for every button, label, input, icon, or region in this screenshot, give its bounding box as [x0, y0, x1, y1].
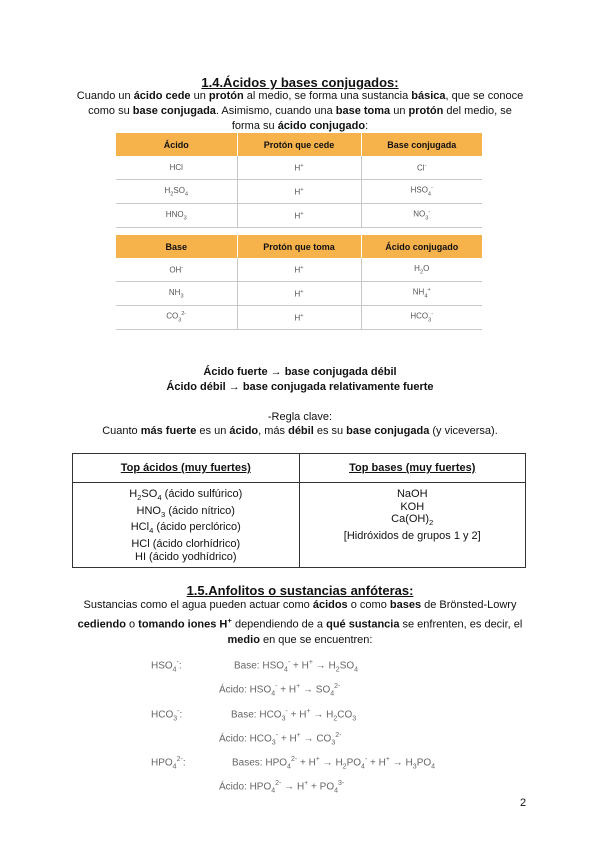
- section-heading-conjugates: 1.4.Ácidos y bases conjugados:: [201, 75, 399, 90]
- equation-species: $HCO_3^-$:: [151, 708, 183, 723]
- strong-bases-list: [299, 483, 526, 568]
- table-cell: H+: [237, 306, 361, 330]
- equation-base: Bases: $HPO_4^{2-} + H^+ \to H_2PO_4^- + H^+ \to H_3PO_4$: [232, 756, 436, 771]
- table-header-row: [73, 454, 526, 483]
- column-header: Base conjugada: [361, 133, 482, 156]
- table-header-row: [116, 133, 482, 156]
- table-row: [116, 180, 482, 204]
- text-line: Sustancias como el agua pueden actuar como ácidos o como bases de Brönsted-Lowry: [83, 599, 517, 611]
- rule-line: Ácido fuerte → base conjugada débil: [203, 366, 397, 378]
- text-line: HCl (ácido clorhídrico): [131, 538, 241, 551]
- column-header: Top ácidos (muy fuertes): [73, 454, 300, 483]
- text-line: Cuando un ácido cede un protón al medio, se forma una sustancia básica, que se conoce: [76, 90, 524, 102]
- table-cell: HCl: [116, 156, 237, 180]
- text-line: cediendo o tomando iones H+ dependiendo de a qué sustancia se enfrenten, es decir, el: [77, 616, 523, 631]
- column-header: Protón que cede: [237, 133, 361, 156]
- table-cell: $H_2O$: [361, 258, 482, 282]
- rule-line: Ácido débil → base conjugada relativamente fuerte: [166, 381, 434, 393]
- column-header: Ácido: [116, 133, 237, 156]
- text-line: HCl$_4$ (ácido perclórico): [130, 521, 241, 536]
- equation-base: Base: $HSO_4^- + H^+ \to H_2SO_4$: [234, 659, 359, 674]
- table-cell: Cl-: [361, 156, 482, 180]
- key-rule-label: -Regla clave:: [267, 411, 333, 423]
- table-cell: H+: [237, 156, 361, 180]
- table-cell: $CO_3^{2-}$: [116, 306, 237, 330]
- text-line: HI (ácido yodhídrico): [135, 550, 237, 563]
- table-row: [116, 204, 482, 228]
- text-line: [Hidróxidos de grupos 1 y 2]: [343, 529, 481, 542]
- column-header: Top bases (muy fuertes): [299, 454, 526, 483]
- base-conjugate-table: [116, 235, 482, 330]
- column-header: Protón que toma: [237, 235, 361, 258]
- table-cell: H+: [237, 180, 361, 204]
- text-line: medio en que se encuentren:: [227, 633, 373, 646]
- text-line: $Ca(OH)_2$: [391, 513, 434, 528]
- equation-acid: Ácido: $HSO_4^- + H^+ \to SO_4^{2-}$: [219, 683, 341, 698]
- text-line: NaOH: [396, 488, 428, 500]
- strong-acids-bases-table: [72, 453, 526, 568]
- table-cell: $HSO_4^-$: [361, 180, 482, 204]
- page-number: 2: [520, 797, 527, 809]
- equation-acid: Ácido: $HCO_3^- + H^+ \to CO_3^{2-}$: [219, 732, 342, 747]
- strength-rules: [60, 365, 540, 395]
- table-row: [116, 282, 482, 306]
- conjugates-intro: [60, 89, 540, 134]
- table-row: [116, 156, 482, 180]
- acid-conjugate-table: [116, 133, 482, 228]
- table-cell: $NO_3^-$: [361, 204, 482, 228]
- text-line: forma su ácido conjugado:: [231, 120, 369, 132]
- column-header: Base: [116, 235, 237, 258]
- key-rule-text: Cuanto más fuerte es un ácido, más débil es su base conjugada (y viceversa).: [102, 425, 498, 437]
- table-cell: $HNO_3$: [116, 204, 237, 228]
- column-header: Ácido conjugado: [361, 235, 482, 258]
- ampholytes-intro: [60, 598, 540, 648]
- table-row: [116, 258, 482, 282]
- text-line: KOH: [400, 500, 425, 513]
- equation-base: Base: $HCO_3^- + H^+ \to H_2CO_3$: [231, 708, 357, 723]
- table-cell: $HCO_3^-$: [361, 306, 482, 330]
- equation-species: $HSO_4^-$:: [151, 659, 182, 674]
- table-row: [73, 483, 526, 568]
- equation-species: $HPO_4^{2-}$:: [151, 756, 186, 771]
- table-cell: OH-: [116, 258, 237, 282]
- table-cell: $NH_4^+$: [361, 282, 482, 306]
- table-header-row: [116, 235, 482, 258]
- table-cell: $H_2SO_4$: [116, 180, 237, 204]
- table-row: [116, 306, 482, 330]
- strong-acids-list: [73, 483, 300, 568]
- table-cell: H+: [237, 204, 361, 228]
- text-line: $H_2SO_4$ (ácido sulfúrico): [129, 488, 243, 503]
- table-cell: $NH_3$: [116, 282, 237, 306]
- table-cell: H+: [237, 282, 361, 306]
- section-heading-ampholytes: 1.5.Anfolitos o sustancias anfóteras:: [186, 583, 414, 598]
- text-line: como su base conjugada. Asimismo, cuando una base toma un protón del medio, se: [88, 105, 512, 117]
- table-cell: H+: [237, 258, 361, 282]
- text-line: $HNO_3$ (ácido nítrico): [136, 504, 235, 519]
- equation-acid: Ácido: $HPO_4^{2-} \to H^+ + PO_4^{3-}$: [219, 780, 345, 795]
